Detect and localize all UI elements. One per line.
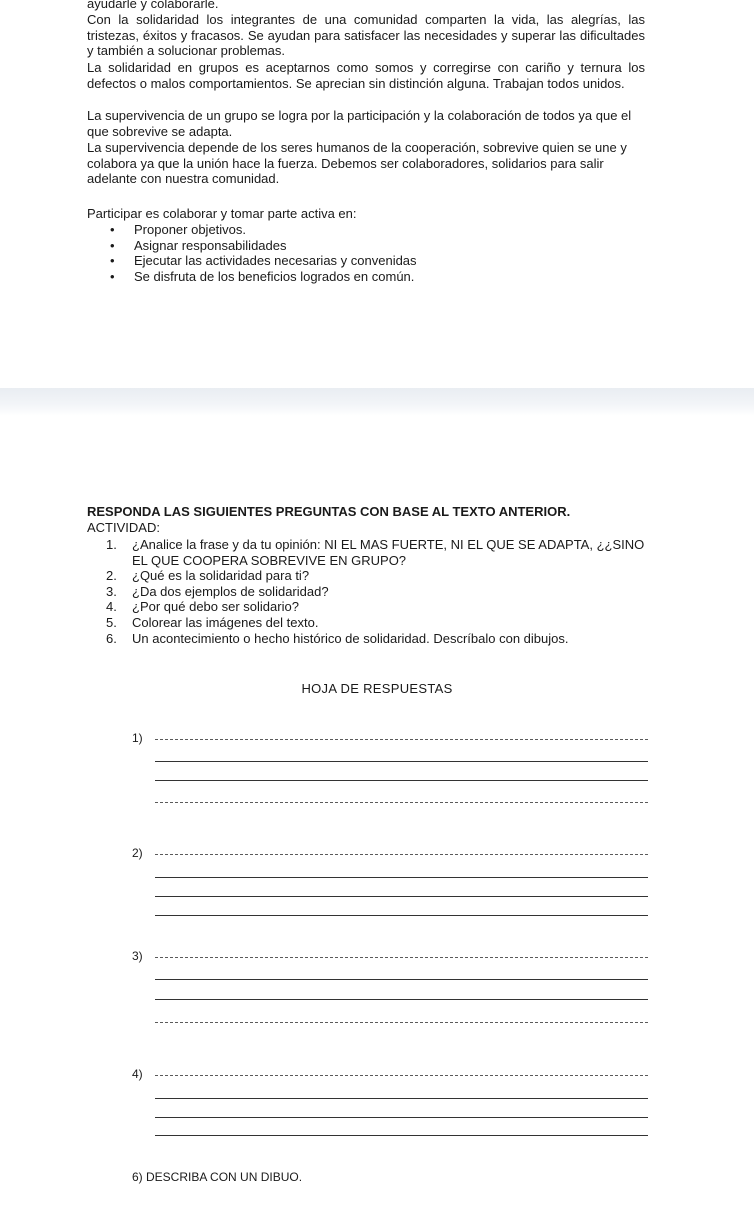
participation-list	[110, 222, 417, 284]
question-number: 5.	[106, 614, 117, 630]
answer-line[interactable]	[155, 1022, 648, 1023]
answer-label: 4)	[132, 1067, 143, 1081]
question-list	[106, 537, 651, 646]
answer-line[interactable]	[155, 780, 648, 781]
answer-line[interactable]	[155, 877, 648, 878]
answer-line[interactable]	[155, 854, 648, 855]
activity-heading: RESPONDA LAS SIGUIENTES PREGUNTAS CON BASE AL TEXTO ANTERIOR.	[87, 504, 571, 519]
answer-line[interactable]	[155, 761, 648, 762]
list-item: • Asignar responsabilidades	[110, 238, 417, 254]
answer-line[interactable]	[155, 1098, 648, 1099]
question-text: ¿Por qué debo ser solidario?	[132, 599, 299, 615]
answer-line[interactable]	[155, 802, 648, 803]
question-number: 3.	[106, 583, 117, 599]
answer-line[interactable]	[155, 1117, 648, 1118]
answer-line[interactable]	[155, 999, 648, 1000]
page-separator	[0, 388, 754, 416]
list-item: • Se disfruta de los beneficios logrados en común.	[110, 269, 417, 285]
reading-paragraph: Con la solidaridad los integrantes de una comunidad comparten la vida, las alegrías, las tristezas, éxitos y fracasos. Se ayudan para satisfacer las necesidades y superar las dificultades y también a solucionar problemas.	[87, 12, 645, 59]
list-item: • Ejecutar las actividades necesarias y convenidas	[110, 253, 417, 269]
participate-intro: Participar es colaborar y tomar parte activa en:	[87, 206, 357, 221]
answer-line[interactable]	[155, 979, 648, 980]
answer-line[interactable]	[155, 1135, 648, 1136]
reading-paragraph: La supervivencia depende de los seres humanos de la cooperación, sobrevive quien se une y colabora ya que la unión hace la fuerza. Debemos ser colaboradores, solidarios para salir adelante con nuestra comunidad.	[87, 140, 627, 187]
worksheet-page-1	[0, 0, 754, 388]
reading-paragraph: La supervivencia de un grupo se logra por la participación y la colaboración de todos ya que el que sobrevive se adapta.	[87, 108, 632, 139]
question-text: ¿Qué es la solidaridad para ti?	[132, 568, 310, 584]
reading-paragraph: ayudarle y colaborarle.	[87, 0, 219, 11]
question-text: ¿Da dos ejemplos de solidaridad?	[132, 583, 329, 599]
question-item	[106, 584, 651, 600]
question-text: Un acontecimiento o hecho histórico de solidaridad. Descríbalo con dibujos.	[132, 630, 569, 646]
reading-paragraph: La solidaridad en grupos es aceptarnos como somos y corregirse con cariño y ternura los defectos o malos comportamientos. Se aprecian sin distinción alguna. Trabajan todos unidos.	[87, 60, 645, 91]
question-number: 4.	[106, 599, 117, 615]
question-number: 6.	[106, 630, 117, 646]
question-item	[106, 615, 651, 631]
question-item	[106, 599, 651, 615]
question-item	[106, 631, 651, 647]
answer-sheet-title: HOJA DE RESPUESTAS	[301, 681, 453, 696]
question-text: Colorear las imágenes del texto.	[132, 614, 319, 630]
list-item: • Proponer objetivos.	[110, 222, 417, 238]
answer-label: 1)	[132, 731, 143, 745]
answer-line[interactable]	[155, 957, 648, 958]
question-number: 1.	[106, 537, 117, 552]
question-item	[106, 568, 651, 584]
question-number: 2.	[106, 568, 117, 584]
activity-label: ACTIVIDAD:	[87, 520, 160, 535]
answer-label: 3)	[132, 949, 143, 963]
question-text: ¿Analice la frase y da tu opinión: NI EL MAS FUERTE, NI EL QUE SE ADAPTA, ¿¿SINO EL QUE COOPERA SOBREVIVE EN GRUPO?	[132, 537, 645, 568]
answer-line[interactable]	[155, 915, 648, 916]
answer-line[interactable]	[155, 739, 648, 740]
drawing-instruction: 6) DESCRIBA CON UN DIBUO.	[132, 1170, 303, 1184]
question-item	[106, 537, 651, 568]
answer-line[interactable]	[155, 896, 648, 897]
answer-label: 2)	[132, 846, 143, 860]
answer-line[interactable]	[155, 1075, 648, 1076]
